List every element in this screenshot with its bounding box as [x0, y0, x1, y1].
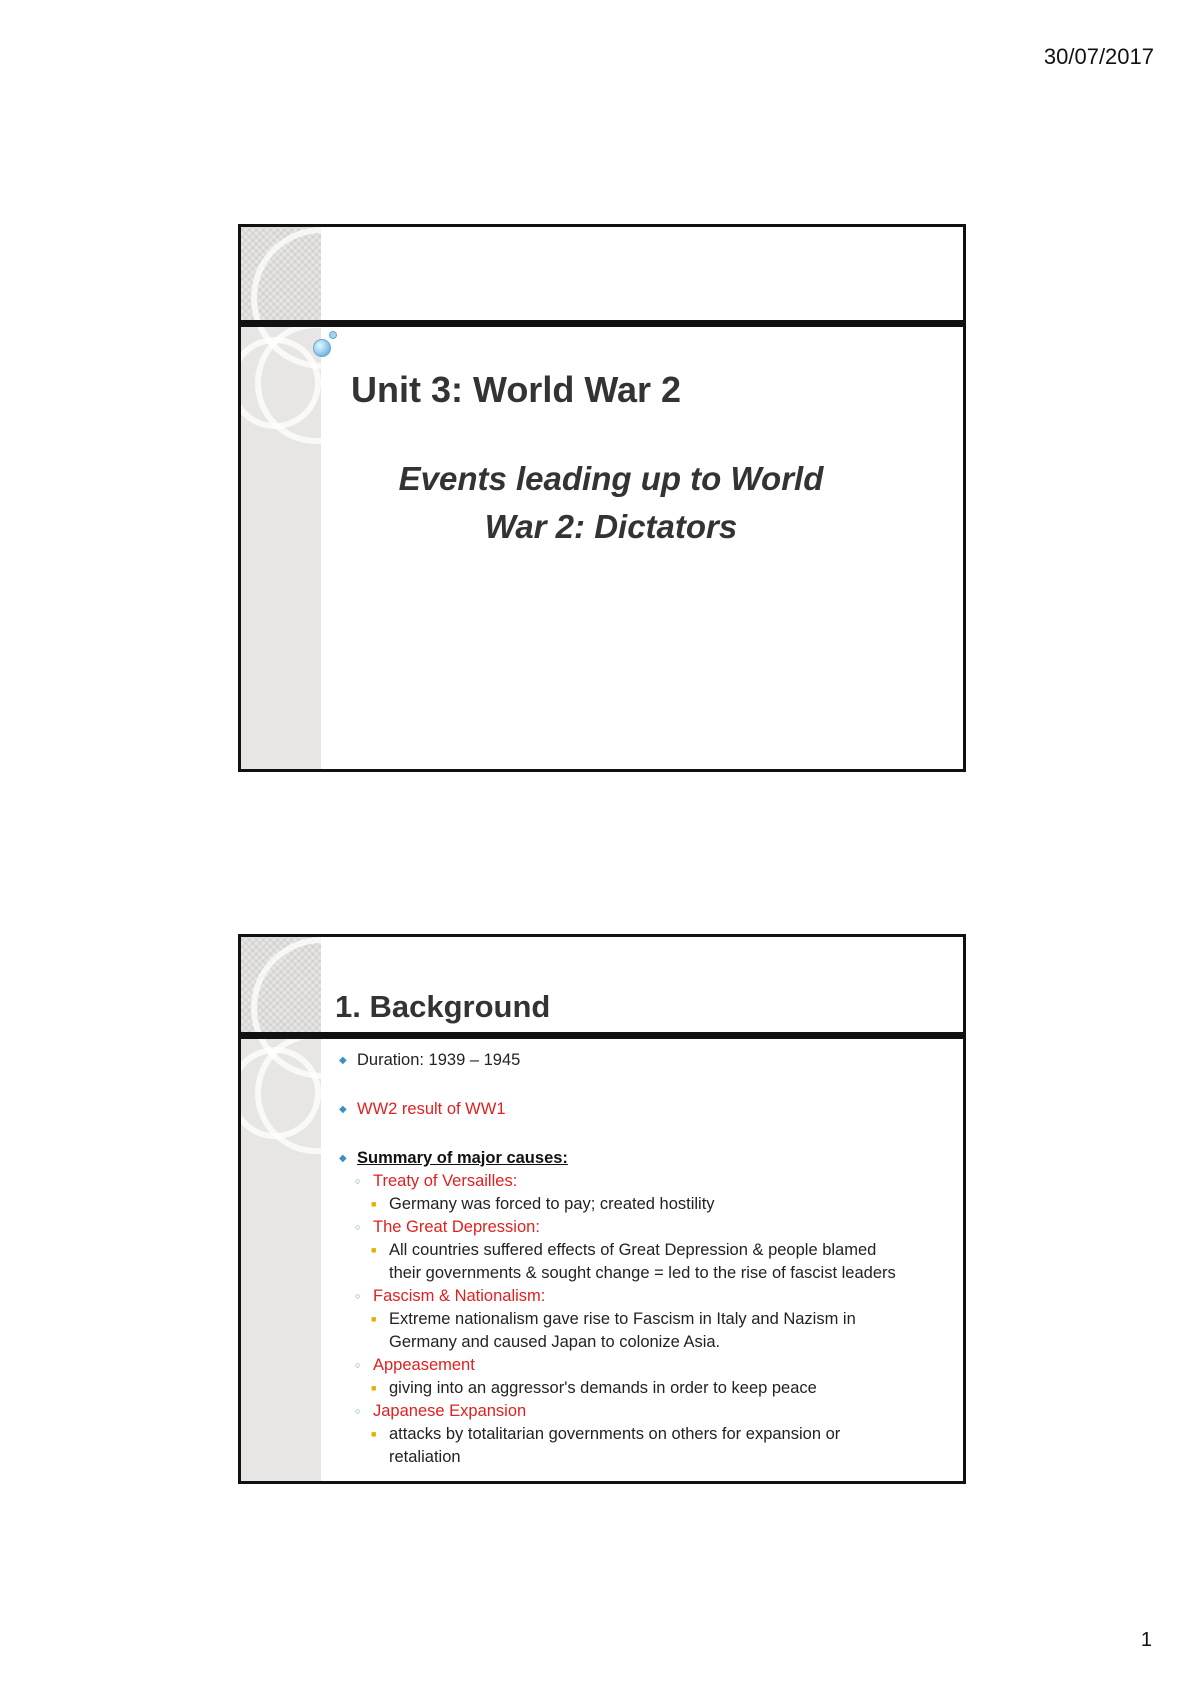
square-icon: ■ [371, 1245, 377, 1255]
slide-divider [241, 320, 963, 327]
slide-subtitle [351, 455, 871, 551]
diamond-icon: ◆ [339, 1055, 347, 1066]
list-item: ■ attacks by totalitarian governments on others for expansion or retaliation [371, 1425, 841, 1466]
slide-heading: 1. Background [335, 989, 551, 1024]
subtitle-line: War 2: Dictators [484, 508, 738, 545]
list-item: ■ All countries suffered effects of Great Depression & people blamed their governments & sought change = led to the rise of fascist leaders [371, 1241, 896, 1282]
square-icon: ■ [371, 1314, 377, 1324]
slide-side-strip [241, 937, 321, 1481]
diamond-icon: ◆ [339, 1153, 347, 1164]
subtitle-line: Events leading up to World [398, 460, 824, 497]
list-item: ■ giving into an aggressor's demands in order to keep peace [335, 1377, 943, 1400]
square-icon: ■ [371, 1199, 377, 1209]
list-item: ○ Fascism & Nationalism: [335, 1285, 943, 1308]
list-item: ◆ Summary of major causes: [335, 1147, 943, 1170]
page-date: 30/07/2017 [1043, 44, 1154, 69]
bubble-small-icon [329, 331, 337, 339]
list-item: ■ Germany was forced to pay; created hostility [335, 1193, 943, 1216]
square-icon: ■ [371, 1429, 377, 1439]
slide-side-strip [241, 227, 321, 769]
circle-icon: ○ [355, 1360, 361, 1370]
list-item: ◆ WW2 result of WW1 [335, 1098, 943, 1121]
circle-icon: ○ [355, 1406, 361, 1416]
list-item: ○ Japanese Expansion [335, 1400, 943, 1423]
page-number: 1 [1140, 1629, 1152, 1651]
list-item: ◆ Duration: 1939 – 1945 [335, 1049, 943, 1072]
slide-background [238, 934, 966, 1484]
slide-divider [241, 1032, 963, 1039]
slide-title-heading: Unit 3: World War 2 [351, 369, 682, 410]
list-item: ○ Appeasement [335, 1354, 943, 1377]
circle-icon: ○ [355, 1291, 361, 1301]
bubble-icon [313, 339, 331, 357]
slide-title [238, 224, 966, 772]
list-item: ○ The Great Depression: [335, 1216, 943, 1239]
circle-icon: ○ [355, 1176, 361, 1186]
diamond-icon: ◆ [339, 1104, 347, 1115]
bullet-list [335, 1049, 943, 1469]
list-item: ■ Extreme nationalism gave rise to Fascism in Italy and Nazism in Germany and caused Japan to colonize Asia. [371, 1310, 856, 1351]
square-icon: ■ [371, 1383, 377, 1393]
list-item: ○ Treaty of Versailles: [335, 1170, 943, 1193]
circle-icon: ○ [355, 1222, 361, 1232]
